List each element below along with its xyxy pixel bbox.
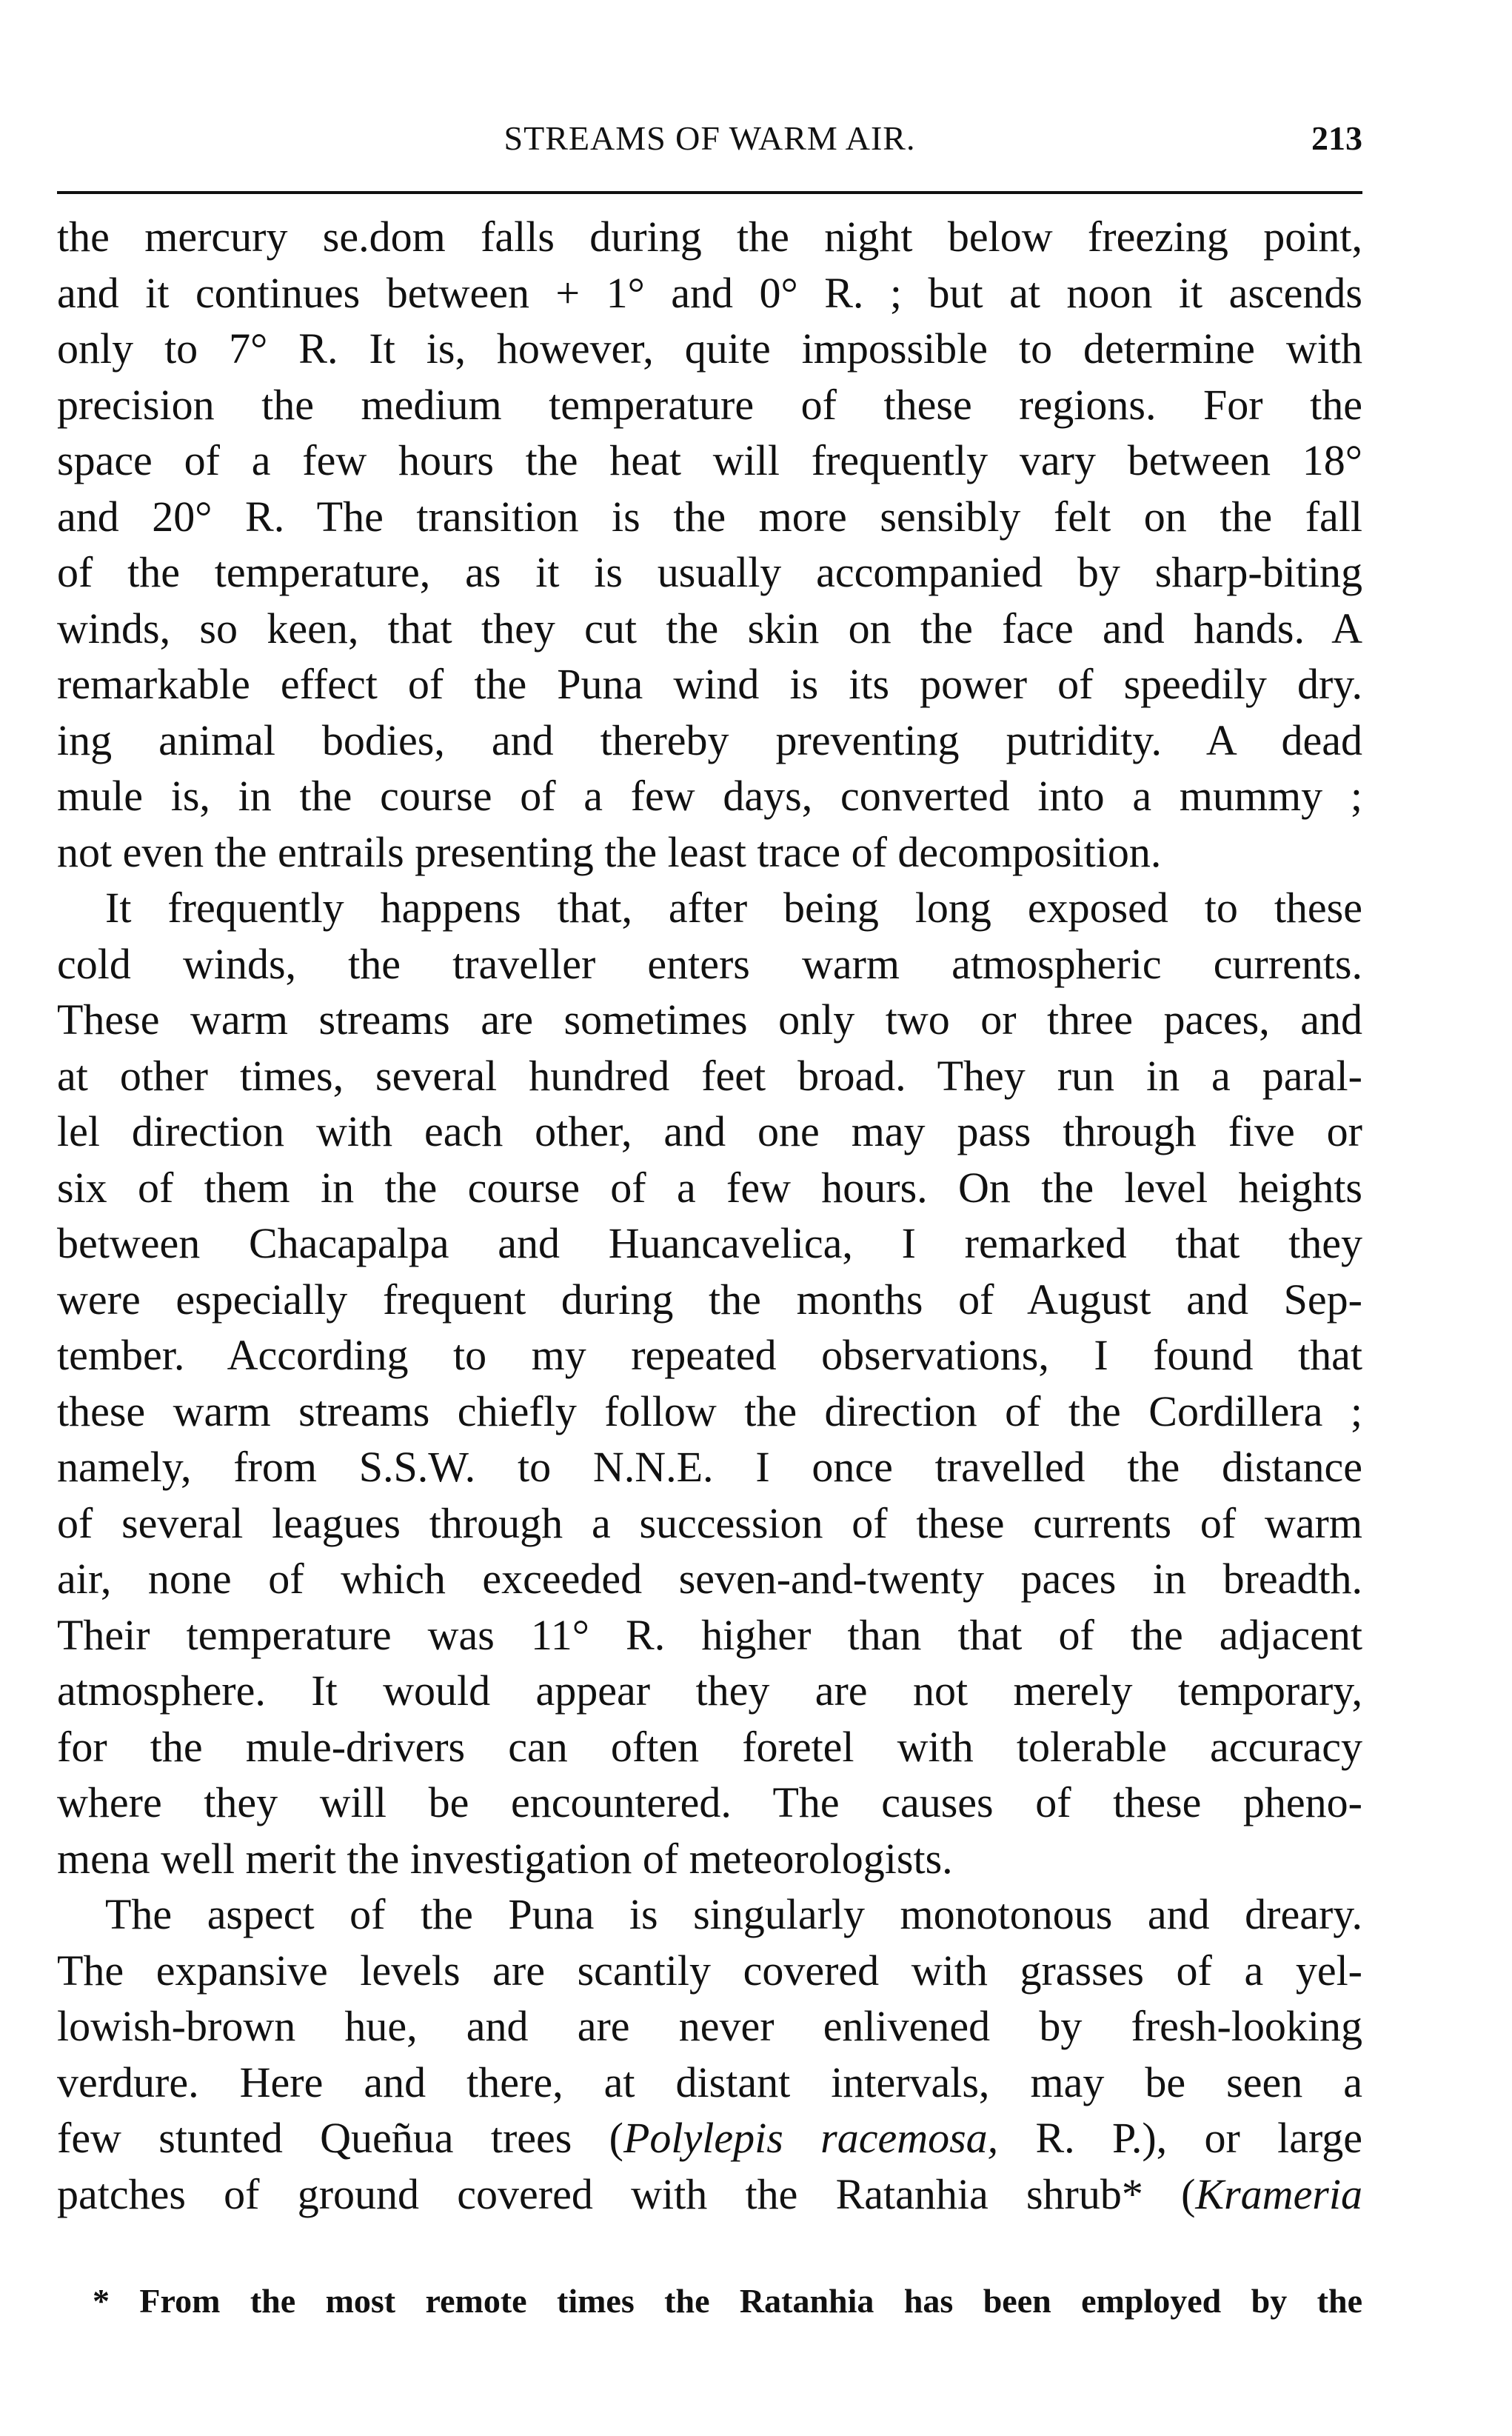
text-line-content: cold winds, the traveller enters warm atmospheric currents.	[57, 939, 1362, 988]
text-line-content: where they will be encountered. The causes of these pheno-	[57, 1778, 1362, 1826]
running-header	[57, 111, 1362, 163]
text-line-content: these warm streams chiefly follow the direction of the Cordillera ;	[57, 1386, 1362, 1435]
page-number: 213	[1311, 119, 1362, 157]
text-line-content: The aspect of the Puna is singularly monotonous and dreary.	[105, 1890, 1362, 1938]
text-line-content: not even the entrails presenting the least trace of decomposition.	[57, 827, 1162, 876]
text-line-content: lowish-brown hue, and are never enlivened by fresh-looking	[57, 2002, 1362, 2050]
text-line	[57, 1048, 1362, 1104]
text-line-content: only to 7° R. It is, however, quite impossible to determine with	[57, 324, 1362, 373]
text-line	[57, 209, 1362, 265]
text-line-content: precision the medium temperature of these regions. For the	[57, 380, 1362, 429]
text-line	[57, 1551, 1362, 1607]
text-line	[57, 2166, 1362, 2223]
text-line-content: winds, so keen, that they cut the skin on the face and hands. A	[57, 604, 1362, 653]
text-line	[57, 1719, 1362, 1775]
text-line-content: were especially frequent during the months of August and Sep-	[57, 1275, 1362, 1324]
text-line-content: mule is, in the course of a few days, converted into a mummy ;	[57, 772, 1362, 820]
running-title: STREAMS OF WARM AIR.	[504, 119, 916, 157]
text-line-content: the mercury se.dom falls during the night below freezing point,	[57, 213, 1362, 261]
text-line	[57, 1160, 1362, 1216]
text-line-content: ing animal bodies, and thereby preventing putridity. A dead	[57, 715, 1362, 764]
text-line-content: verdure. Here and there, at distant intervals, may be seen a	[57, 2058, 1362, 2106]
text-line	[57, 2110, 1362, 2166]
text-line-content: tember. According to my repeated observations, I found that	[57, 1331, 1362, 1379]
text-line-content: It frequently happens that, after being long exposed to these	[105, 884, 1362, 932]
text-line	[57, 713, 1362, 769]
text-line-content: lel direction with each other, and one may pass through five or	[57, 1107, 1362, 1155]
text-line	[57, 656, 1362, 713]
text-line	[57, 1104, 1362, 1160]
text-line-content: mena well merit the investigation of meteorologists.	[57, 1834, 953, 1883]
text-line	[57, 1831, 1362, 1887]
text-line	[57, 433, 1362, 489]
text-line-content: between Chacapalpa and Huancavelica, I remarked that they	[57, 1219, 1362, 1267]
text-line-content: The expansive levels are scantily covered with grasses of a yel-	[57, 1946, 1362, 1995]
text-line	[57, 1886, 1362, 1943]
text-line-content: These warm streams are sometimes only two or three paces, and	[57, 995, 1362, 1044]
text-line	[57, 544, 1362, 601]
text-line	[57, 992, 1362, 1048]
text-line	[57, 601, 1362, 657]
text-line	[57, 1215, 1362, 1272]
text-line-content: atmosphere. It would appear they are not merely temporary,	[57, 1666, 1362, 1715]
text-line	[57, 1607, 1362, 1664]
text-line	[57, 1775, 1362, 1831]
italic-text: Polylepis racemosa,	[623, 2114, 999, 2162]
text-line-content: air, none of which exceeded seven-and-twenty paces in breadth.	[57, 1555, 1362, 1603]
text-line	[57, 824, 1362, 881]
text-line	[57, 1327, 1362, 1384]
text-line-content: and it continues between + 1° and 0° R. ; but at noon it ascends	[57, 268, 1362, 317]
text-line	[57, 1998, 1362, 2055]
text-line-content: of several leagues through a succession of these currents of warm	[57, 1498, 1362, 1547]
header-rule	[57, 191, 1362, 194]
italic-text: Krameria	[1195, 2169, 1362, 2218]
text-line-content: six of them in the course of a few hours. On the level heights	[57, 1163, 1362, 1212]
text-line-content: remarkable effect of the Puna wind is its power of speedily dry.	[57, 660, 1362, 708]
text-line	[57, 1439, 1362, 1495]
text-line	[57, 768, 1362, 824]
text-line	[57, 265, 1362, 321]
text-line-content: at other times, several hundred feet broad. They run in a paral-	[57, 1051, 1362, 1100]
text-line-content: namely, from S.S.W. to N.N.E. I once travelled the distance	[57, 1443, 1362, 1491]
text-line-content: Their temperature was 11° R. higher than that of the adjacent	[57, 1610, 1362, 1659]
text-line	[57, 936, 1362, 992]
footnote: * From the most remote times the Ratanhia has been employed by the	[93, 2282, 1362, 2320]
text-line	[57, 1384, 1362, 1440]
text-line	[57, 321, 1362, 377]
text-line	[57, 2055, 1362, 2111]
text-line	[57, 880, 1362, 936]
text-segment: few stunted Queñua trees (	[57, 2114, 623, 2162]
text-segment: R. P.), or large	[998, 2114, 1363, 2162]
body-text	[57, 209, 1362, 2222]
text-line	[57, 377, 1362, 433]
text-line-content: space of a few hours the heat will frequently vary between 18°	[57, 436, 1362, 484]
text-line	[57, 1495, 1362, 1552]
text-line	[57, 489, 1362, 545]
text-line	[57, 1272, 1362, 1328]
text-line-content: and 20° R. The transition is the more sensibly felt on the fall	[57, 492, 1362, 541]
text-line	[57, 1663, 1362, 1719]
text-line	[57, 1943, 1362, 1999]
text-line-content: for the mule-drivers can often foretel with tolerable accuracy	[57, 1722, 1362, 1771]
text-line-content: of the temperature, as it is usually accompanied by sharp-biting	[57, 548, 1362, 596]
text-segment: patches of ground covered with the Ratanhia shrub* (	[57, 2169, 1196, 2218]
